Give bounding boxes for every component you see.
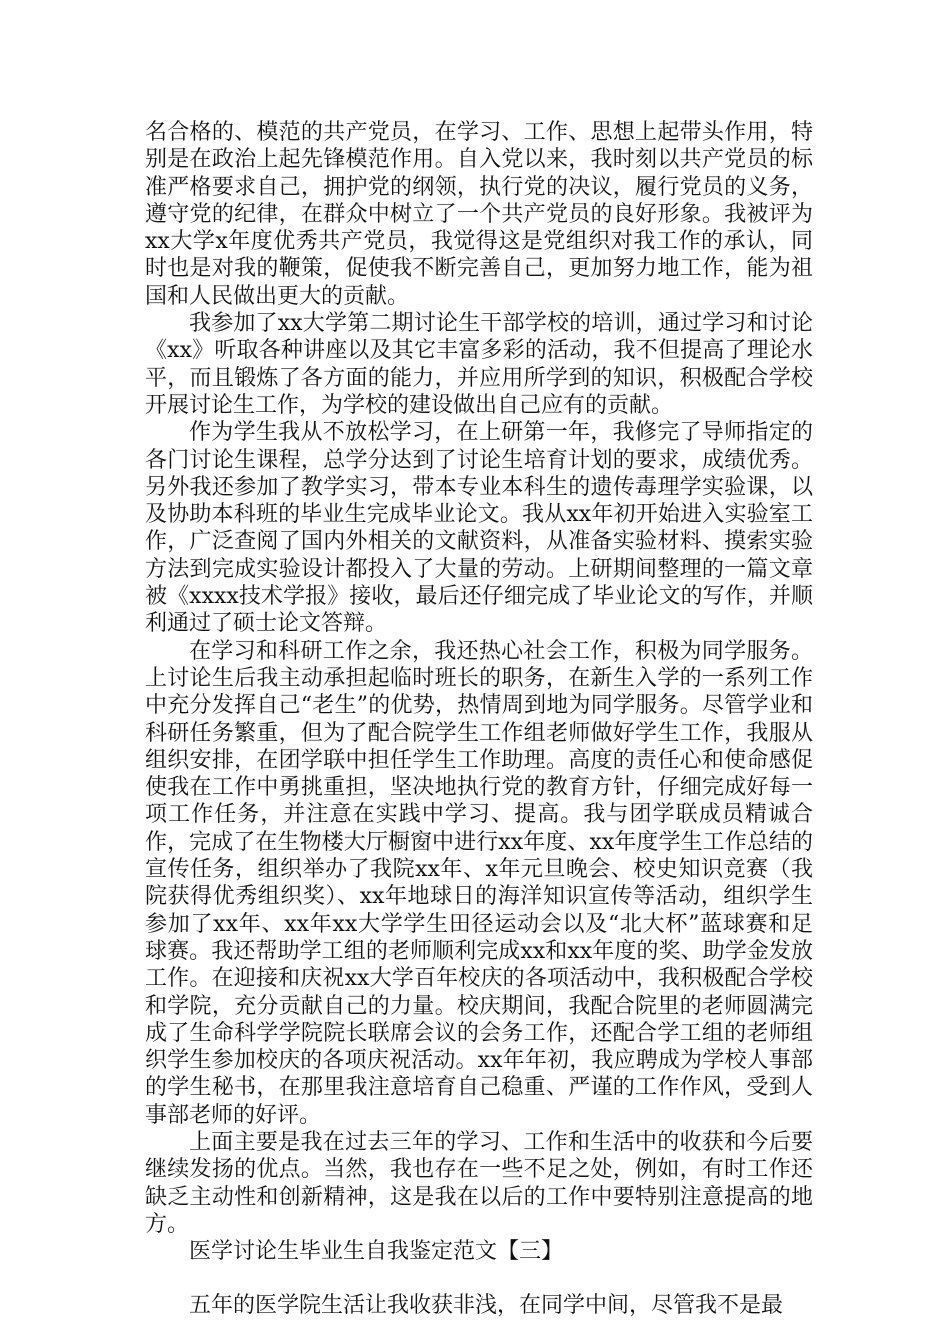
document-body	[145, 119, 813, 1320]
paragraph-summary: 上面主要是我在过去三年的学习、工作和生活中的收获和今后要继续发扬的优点。当然，我也存在一些不足之处，例如，有时工作还缺乏主动性和创新精神，这是我在以后的工作中要特别注意提高的地方。	[145, 1129, 813, 1237]
blank-line	[145, 1265, 813, 1292]
section-heading: 医学讨论生毕业生自我鉴定范文【三】	[189, 1239, 564, 1265]
paragraph-final: 五年的医学院生活让我收获非浅，在同学中间，尽管我不是最	[189, 1293, 784, 1319]
paragraph-social-work: 在学习和科研工作之余，我还热心社会工作，积极为同学服务。上讨论生后我主动承担起临时班长的职务，在新生入学的一系列工作中充分发挥自己“老生”的优势，热情周到地为同学服务。尽管学业和科研任务繁重，但为了配合院学生工作组老师做好学生工作，我服从组织安排，在团学联中担任学生工作助理。高度的责任心和使命感促使我在工作中勇挑重担，坚决地执行党的教育方针，仔细完成好每一项工作任务，并注意在实践中学习、提高。我与团学联成员精诚合作，完成了在生物楼大厅橱窗中进行xx年度、xx年度学生工作总结的宣传任务，组织举办了我院xx年、x年元旦晚会、校史知识竞赛（我院获得优秀组织奖）、xx年地球日的海洋知识宣传等活动，组织学生参加了xx年、xx年xx大学学生田径运动会以及“北大杯”蓝球赛和足球赛。我还帮助学工组的老师顺利完成xx和xx年度的奖、助学金发放工作。在迎接和庆祝xx大学百年校庆的各项活动中，我积极配合学校和学院，充分贡献自己的力量。校庆期间，我配合院里的老师圆满完成了生命科学学院院长联席会议的会务工作，还配合学工组的老师组织学生参加校庆的各项庆祝活动。xx年年初，我应聘成为学校人事部的学生秘书，在那里我注意培育自己稳重、严谨的工作作风，受到人事部老师的好评。	[145, 638, 813, 1128]
paragraph-study: 作为学生我从不放松学习，在上研第一年，我修完了导师指定的各门讨论生课程，总学分达到了讨论生培育计划的要求，成绩优秀。另外我还参加了教学实习，带本专业本科生的遗传毒理学实验课，以及协助本科班的毕业生完成毕业论文。我从xx年初开始进入实验室工作，广泛查阅了国内外相关的文献资料，从准备实验材料、摸索实验方法到完成实验设计都投入了大量的劳动。上研期间整理的一篇文章被《xxxx技术学报》接收，最后还仔细完成了毕业论文的写作，并顺利通过了硕士论文答辩。	[145, 420, 813, 637]
paragraph-cadre-training: 我参加了xx大学第二期讨论生干部学校的培训，通过学习和讨论《xx》听取各种讲座以及其它丰富多彩的活动，我不但提高了理论水平，而且锻炼了各方面的能力，并应用所学到的知识，积极配合学校开展讨论生工作，为学校的建设做出自己应有的贡献。	[145, 311, 813, 418]
paragraph-party-member: 名合格的、模范的共产党员，在学习、工作、思想上起带头作用，特别是在政治上起先锋模范作用。自入党以来，我时刻以共产党员的标准严格要求自己，拥护党的纲领，执行党的决议，履行党员的义务，遵守党的纪律，在群众中树立了一个共产党员的良好形象。我被评为xx大学x年度优秀共产党员，我觉得这是党组织对我工作的承认，同时也是对我的鞭策，促使我不断完善自己，更加努力地工作，能为祖国和人民做出更大的贡献。	[145, 120, 813, 309]
